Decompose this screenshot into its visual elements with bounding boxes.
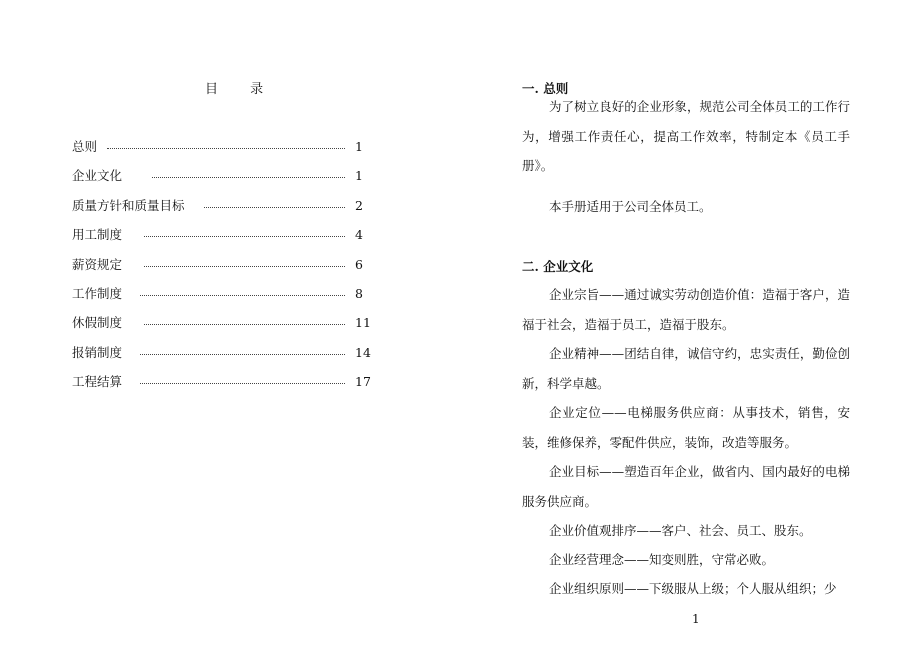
toc-entry[interactable] — [72, 256, 377, 274]
toc-entry-label: 薪资规定 — [72, 257, 123, 272]
body-paragraph: 企业定位——电梯服务供应商：从事技术，销售，安装，维修保养，零配件供应，装饰，改造等服务。 — [522, 405, 850, 450]
toc-leader-dots — [144, 266, 345, 267]
toc-entry-label: 工作制度 — [72, 286, 123, 301]
section-heading: 一. 总则 — [522, 81, 569, 96]
toc-entry-label: 质量方针和质量目标 — [72, 198, 185, 213]
toc-entry-label: 工程结算 — [72, 374, 123, 389]
toc-entry-page: 4 — [355, 227, 363, 242]
toc-entry-label: 用工制度 — [72, 227, 123, 242]
toc-entry-page: 8 — [355, 286, 363, 301]
body-paragraph: 为了树立良好的企业形象，规范公司全体员工的工作行为，增强工作责任心，提高工作效率，特制定本《员工手册》。 — [522, 99, 850, 173]
body-paragraph: 企业价值观排序——客户、社会、员工、股东。 — [549, 523, 812, 538]
toc-entry-label: 休假制度 — [72, 315, 123, 330]
toc-entry-page: 14 — [355, 345, 371, 360]
toc-leader-dots — [140, 354, 345, 355]
body-paragraph: 企业经营理念——知变则胜，守常必败。 — [549, 552, 775, 567]
section-heading: 二. 企业文化 — [522, 259, 594, 274]
toc-entry-page: 2 — [355, 198, 363, 213]
toc-leader-dots — [140, 295, 345, 296]
toc-entry-label: 企业文化 — [72, 168, 123, 183]
body-paragraph: 企业精神——团结自律，诚信守约，忠实责任，勤俭创新，科学卓越。 — [522, 346, 850, 391]
toc-entry-page: 1 — [355, 139, 363, 154]
toc-leader-dots — [144, 324, 345, 325]
toc-leader-dots — [107, 148, 345, 149]
toc-entry[interactable] — [72, 285, 377, 303]
toc-leader-dots — [144, 236, 345, 237]
toc-entry[interactable] — [72, 373, 377, 391]
toc-entry-page: 11 — [355, 315, 371, 330]
page-number: 1 — [692, 612, 700, 626]
toc-entry[interactable] — [72, 314, 377, 332]
toc-entry-page: 17 — [355, 374, 371, 389]
toc-entry[interactable] — [72, 197, 377, 215]
toc-entry[interactable] — [72, 167, 377, 185]
toc-entry-page: 6 — [355, 257, 363, 272]
toc-entry-page: 1 — [355, 168, 363, 183]
body-paragraph: 企业目标——塑造百年企业，做省内、国内最好的电梯服务供应商。 — [522, 464, 850, 509]
body-paragraph: 企业组织原则——下级服从上级；个人服从组织；少 — [549, 581, 837, 596]
body-paragraph: 本手册适用于公司全体员工。 — [549, 199, 712, 214]
toc-entry[interactable] — [72, 138, 377, 156]
toc-leader-dots — [140, 383, 345, 384]
toc-entry-label: 报销制度 — [72, 345, 123, 360]
toc-entry[interactable] — [72, 226, 377, 244]
toc-entry[interactable] — [72, 344, 377, 362]
toc-leader-dots — [152, 177, 345, 178]
toc-entry-label: 总则 — [72, 139, 98, 154]
body-paragraph: 企业宗旨——通过诚实劳动创造价值：造福于客户，造福于社会，造福于员工，造福于股东。 — [522, 287, 850, 332]
toc-title: 目 录 — [205, 82, 278, 97]
toc-leader-dots — [204, 207, 345, 208]
